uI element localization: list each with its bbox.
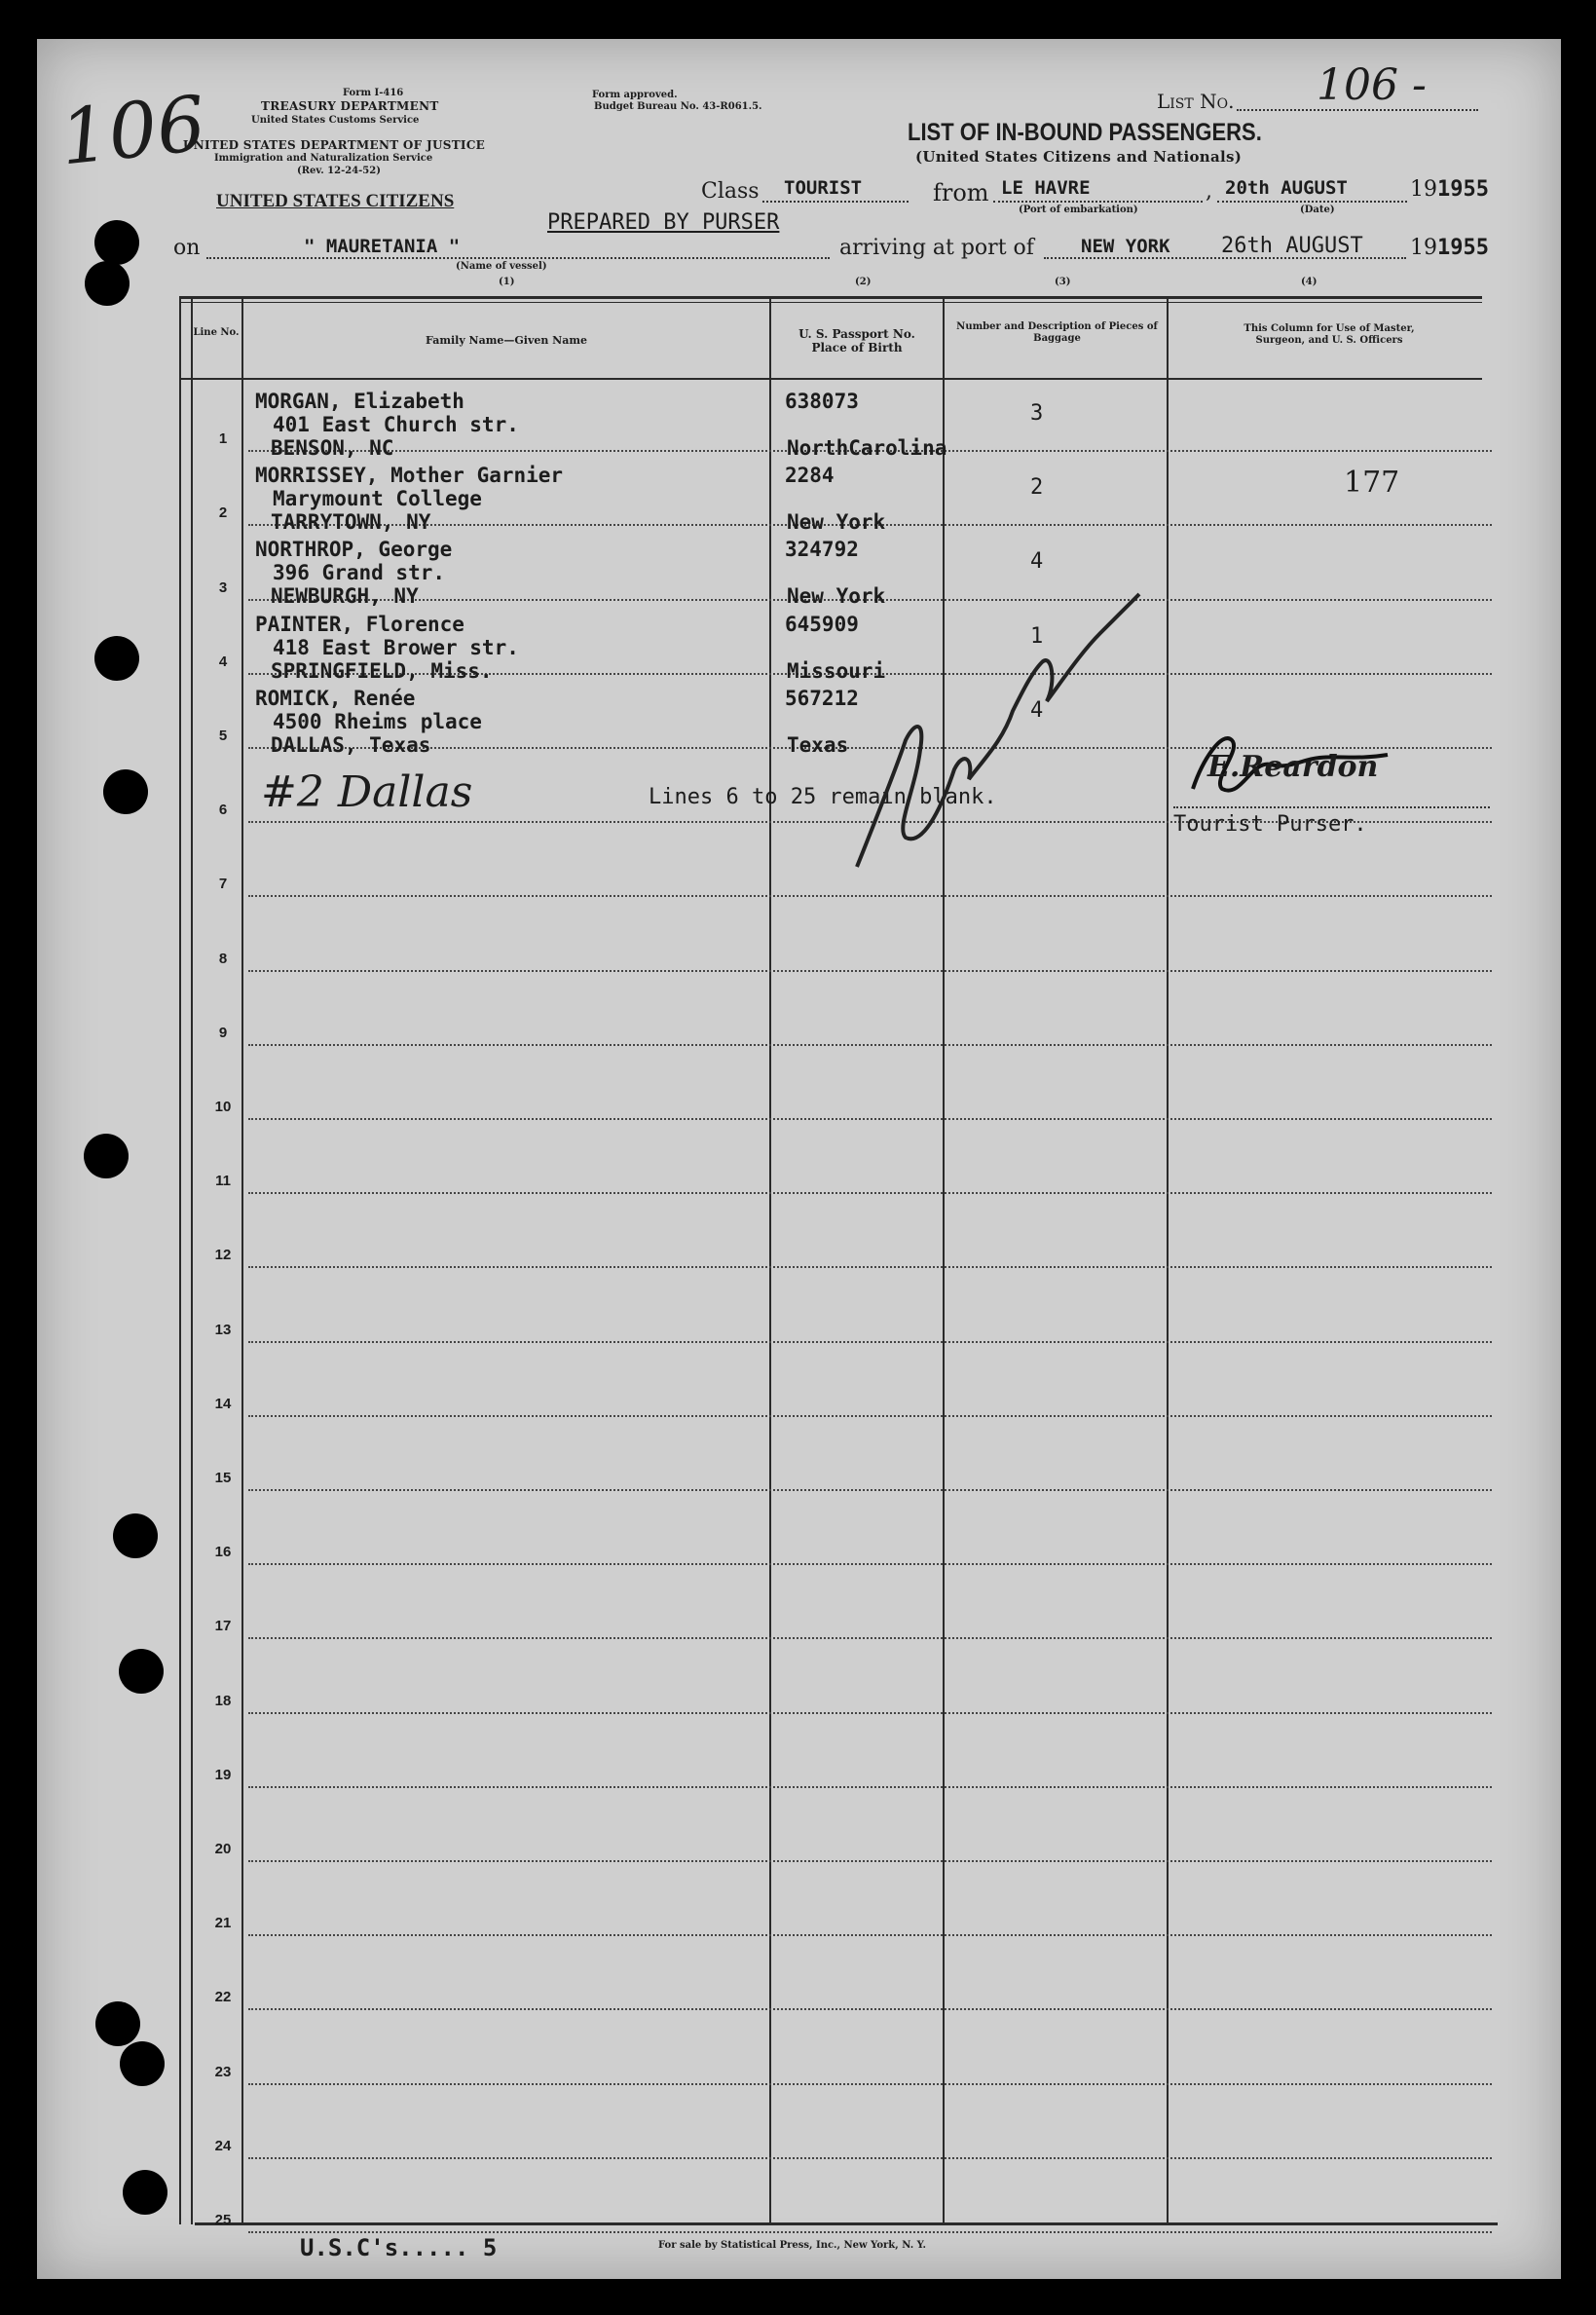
row-rule [248, 1489, 1492, 1491]
baggage-count: 1 [1030, 623, 1044, 649]
from-label: from [933, 179, 989, 206]
arrival-date: 26th AUGUST [1221, 234, 1363, 258]
passport-number: 645909 [785, 612, 859, 636]
budget-bureau: Budget Bureau No. 43-R061.5. [594, 101, 762, 112]
line-number: 20 [214, 1841, 232, 1857]
on-label: on [173, 236, 201, 260]
col-rule-left2 [191, 298, 193, 2224]
port-caption: (Port of embarkation) [1019, 205, 1138, 215]
line-number: 6 [218, 802, 228, 819]
line-number: 8 [218, 950, 228, 967]
line-number: 7 [218, 876, 228, 893]
line-number: 9 [218, 1024, 228, 1041]
baggage-count: 2 [1030, 475, 1044, 501]
passenger-address: 401 East Church str. [273, 413, 519, 436]
line-number: 3 [218, 579, 228, 596]
row-rule [248, 1341, 1492, 1343]
place-of-birth: Missouri [787, 658, 886, 683]
line-number: 5 [218, 728, 228, 744]
form-number: Form I-416 [343, 88, 404, 98]
header-officers: This Column for Use of Master, Surgeon, and U. S. Officers [1243, 323, 1415, 346]
passenger-address: 396 Grand str. [273, 561, 446, 585]
line-number: 14 [214, 1395, 232, 1412]
doj-heading: UNITED STATES DEPARTMENT OF JUSTICE [183, 138, 486, 152]
purser-label: Tourist Purser. [1173, 812, 1367, 837]
line-number: 25 [214, 2212, 232, 2228]
line-number: 12 [214, 1247, 232, 1264]
col-index-4: (4) [1301, 277, 1318, 287]
punch-hole [123, 2170, 167, 2215]
passenger-address: Marymount College [273, 487, 482, 511]
passenger-address: 4500 Rheims place [273, 709, 482, 733]
row-rule [248, 2083, 1492, 2085]
date1-line [1217, 201, 1407, 203]
handwritten-dallas-note: #2 Dallas [261, 767, 473, 817]
arrival-port: NEW YORK [1081, 236, 1170, 257]
row-rule [248, 2157, 1492, 2159]
line-number: 11 [215, 1173, 231, 1190]
passenger-address: 418 East Brower str. [273, 635, 519, 659]
passenger-city: TARRYTOWN, NY [271, 510, 431, 535]
manifest-page [37, 39, 1561, 2279]
class-label: Class [701, 179, 760, 204]
year1-digits: 1955 [1437, 177, 1489, 202]
row-rule [248, 2008, 1492, 2010]
header-bottom-rule [179, 378, 1482, 380]
line-number: 16 [214, 1544, 232, 1561]
punch-hole [119, 1649, 164, 1694]
col-index-1: (1) [499, 277, 515, 287]
footer-printer: For sale by Statistical Press, Inc., New York, N. Y. [658, 2240, 926, 2251]
line-number: 10 [214, 1099, 232, 1115]
vessel-caption: (Name of vessel) [456, 261, 547, 272]
margin-handwritten-number: 106 [56, 80, 210, 183]
row-rule [248, 1192, 1492, 1194]
line-number: 17 [214, 1618, 232, 1635]
passport-number: 2284 [785, 464, 835, 488]
header-baggage: Number and Description of Pieces of Baggage [956, 321, 1158, 344]
prepared-by: PREPARED BY PURSER [547, 210, 780, 235]
row-rule [248, 1786, 1492, 1788]
class-line [762, 201, 909, 203]
officer-note: 177 [1344, 466, 1400, 501]
line-number: 22 [214, 1989, 232, 2006]
revision: (Rev. 12-24-52) [297, 166, 381, 176]
place-of-birth: Texas [787, 732, 849, 757]
line-number: 18 [214, 1692, 232, 1709]
list-no-label: List No. [1157, 90, 1235, 113]
form-approved: Form approved. [592, 90, 678, 100]
form-title: LIST OF IN-BOUND PASSENGERS. [908, 119, 1262, 146]
row-rule [248, 1563, 1492, 1565]
passenger-name: MORRISSEY, Mother Garnier [255, 464, 564, 488]
line-number: 4 [218, 653, 228, 670]
line-number: 2 [218, 504, 228, 522]
col-index-2: (2) [855, 277, 872, 287]
punch-hole [94, 636, 139, 681]
citizens-heading: UNITED STATES CITIZENS [216, 191, 455, 211]
passenger-name: PAINTER, Florence [255, 612, 464, 636]
row-rule [248, 1860, 1492, 1862]
passenger-name: NORTHROP, George [255, 538, 453, 562]
line-number: 21 [214, 1915, 232, 1932]
punch-hole [95, 2001, 140, 2046]
year2-digits: 1955 [1437, 236, 1489, 260]
line-number: 15 [214, 1470, 232, 1486]
row-rule [248, 1266, 1492, 1268]
row-rule [248, 1637, 1492, 1639]
baggage-count: 4 [1030, 697, 1044, 723]
passport-number: 638073 [785, 390, 859, 413]
line-number: 24 [214, 2137, 232, 2154]
punch-hole [84, 1134, 129, 1178]
col-index-3: (3) [1055, 277, 1071, 287]
passenger-city: SPRINGFIELD, Miss. [271, 658, 493, 683]
col-rule-lineno [241, 298, 243, 2224]
year1: 191955 [1410, 177, 1489, 202]
line-number: 19 [214, 1766, 232, 1783]
passenger-name: ROMICK, Renée [255, 686, 416, 710]
date-caption: (Date) [1300, 205, 1335, 215]
header-passport: U. S. Passport No. Place of Birth [798, 327, 915, 355]
row-rule [248, 1934, 1492, 1936]
punch-hole [103, 769, 148, 814]
header-name: Family Name—Given Name [426, 334, 587, 347]
row-rule [248, 970, 1492, 972]
row-rule [248, 1118, 1492, 1120]
purser-line [1173, 806, 1490, 808]
from-line [993, 201, 1203, 203]
passenger-city: NEWBURGH, NY [271, 584, 419, 609]
inspector-signature [837, 575, 1227, 896]
row-rule [248, 1044, 1492, 1046]
arriving-label: arriving at port of [839, 236, 1034, 260]
col-rule-left [179, 298, 181, 2224]
row-rule [248, 1415, 1492, 1417]
line-number: 13 [214, 1321, 232, 1338]
year2: 191955 [1410, 236, 1489, 260]
punch-hole [94, 220, 139, 265]
customs-service: United States Customs Service [251, 115, 420, 126]
place-of-birth: NorthCarolina [787, 436, 947, 460]
line-number: 23 [214, 2063, 232, 2080]
list-no-value: 106 - [1317, 60, 1427, 110]
ins-heading: Immigration and Naturalization Service [214, 153, 433, 164]
punch-hole [85, 261, 130, 306]
row-rule [248, 1712, 1492, 1714]
table-top-rule-2 [179, 302, 1482, 303]
baggage-count: 3 [1030, 401, 1044, 426]
passenger-city: BENSON, NC [271, 436, 394, 460]
purser-signature-name: E.Reardon [1207, 750, 1379, 784]
baggage-count: 4 [1030, 549, 1044, 575]
vessel-line [206, 257, 830, 259]
vessel-name: " MAURETANIA " [304, 236, 461, 257]
form-subtitle: (United States Citizens and Nationals) [915, 148, 1243, 166]
punch-hole [120, 2041, 165, 2086]
passenger-name: MORGAN, Elizabeth [255, 390, 464, 413]
blank-lines-note: Lines 6 to 25 remain blank. [649, 785, 997, 809]
embark-date: 20th AUGUST [1225, 177, 1348, 199]
place-of-birth: New York [787, 510, 886, 535]
table-bottom-rule [195, 2222, 1498, 2225]
from-value: LE HAVRE [1001, 177, 1091, 199]
row-rule [248, 2231, 1492, 2233]
header-line-no: Line No. [193, 327, 240, 338]
line-number: 1 [218, 430, 228, 448]
footer-count: U.S.C's..... 5 [300, 2234, 498, 2261]
comma: , [1206, 179, 1212, 204]
passport-number: 324792 [785, 538, 859, 562]
passenger-city: DALLAS, Texas [271, 732, 431, 757]
place-of-birth: New York [787, 584, 886, 609]
table-top-rule [179, 296, 1482, 299]
class-value: TOURIST [784, 177, 863, 199]
treasury-dept: TREASURY DEPARTMENT [261, 99, 439, 113]
punch-hole [113, 1513, 158, 1558]
passport-number: 567212 [785, 686, 859, 710]
